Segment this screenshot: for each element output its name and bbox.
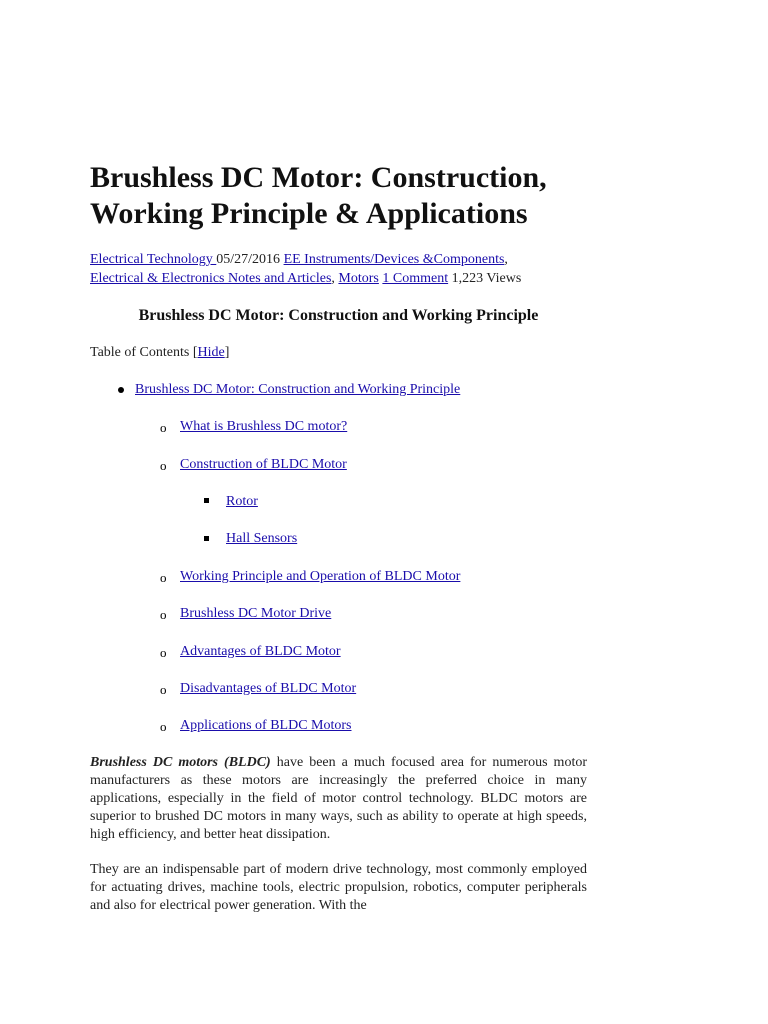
toc-link-rotor[interactable]: Rotor [226, 494, 258, 509]
toc-bracket: ] [224, 345, 230, 360]
view-count: 1,223 Views [451, 271, 522, 286]
circle-bullet: o [160, 570, 167, 585]
second-paragraph: They are an indispensable part of modern drive technology, most commonly employed for actuating drives, machine tools, electric propulsion, robotics, computer peripherals and also for electrical power generation. With the [90, 862, 587, 913]
title-line-2: Working Principle & Applications [90, 197, 528, 230]
category-link-instruments[interactable]: EE Instruments/Devices &Components [283, 252, 505, 267]
toc-hide-link[interactable]: Hide [197, 345, 225, 360]
toc-link-what-is[interactable]: What is Brushless DC motor? [180, 419, 348, 434]
bldc-term: Brushless DC motors (BLDC) [90, 755, 271, 770]
article-title [90, 160, 587, 232]
toc-link-advantages[interactable]: Advantages of BLDC Motor [180, 644, 341, 659]
toc-link-main[interactable]: Brushless DC Motor: Construction and Working Principle [135, 382, 461, 397]
circle-bullet: o [160, 420, 167, 435]
toc-label: Table of Contents [ [90, 345, 198, 360]
section-heading: Brushless DC Motor: Construction and Working Principle [138, 307, 539, 324]
square-bullet [204, 498, 209, 503]
comments-link[interactable]: 1 Comment [382, 271, 449, 286]
toc-link-drive[interactable]: Brushless DC Motor Drive [180, 606, 332, 621]
square-bullet [204, 536, 209, 541]
intro-paragraph [90, 754, 587, 844]
intro-text: have been a much focused area for numerous motor manufacturers as these motors are increasingly the preferred choice in many applications, especially in the field of motor control technology. BLDC motors are superior to brushed DC motors in many ways, such as ability to operate at high speeds, high efficiency, and better heat dissipation. [90, 755, 588, 842]
category-separator: , [504, 252, 508, 267]
circle-bullet: o [160, 607, 167, 622]
article-meta [90, 250, 587, 288]
toc-link-applications[interactable]: Applications of BLDC Motors [180, 718, 352, 733]
circle-bullet: o [160, 682, 167, 697]
toc-link-working-principle[interactable]: Working Principle and Operation of BLDC Motor [180, 569, 461, 584]
category-separator: , [331, 271, 335, 286]
toc-link-disadvantages[interactable]: Disadvantages of BLDC Motor [180, 681, 357, 696]
title-line-1: Brushless DC Motor: Construction, [90, 161, 547, 194]
circle-bullet: o [160, 458, 167, 473]
category-link-notes[interactable]: Electrical & Electronics Notes and Articles [90, 271, 332, 286]
toc-link-construction[interactable]: Construction of BLDC Motor [180, 457, 347, 472]
post-date: 05/27/2016 [216, 252, 281, 267]
category-link-motors[interactable]: Motors [338, 271, 379, 286]
author-link[interactable]: Electrical Technology [90, 252, 217, 267]
toc-title [90, 343, 229, 362]
toc-link-hall-sensors[interactable]: Hall Sensors [226, 531, 298, 546]
circle-bullet: o [160, 719, 167, 734]
circle-bullet: o [160, 645, 167, 660]
disc-bullet [118, 387, 124, 393]
